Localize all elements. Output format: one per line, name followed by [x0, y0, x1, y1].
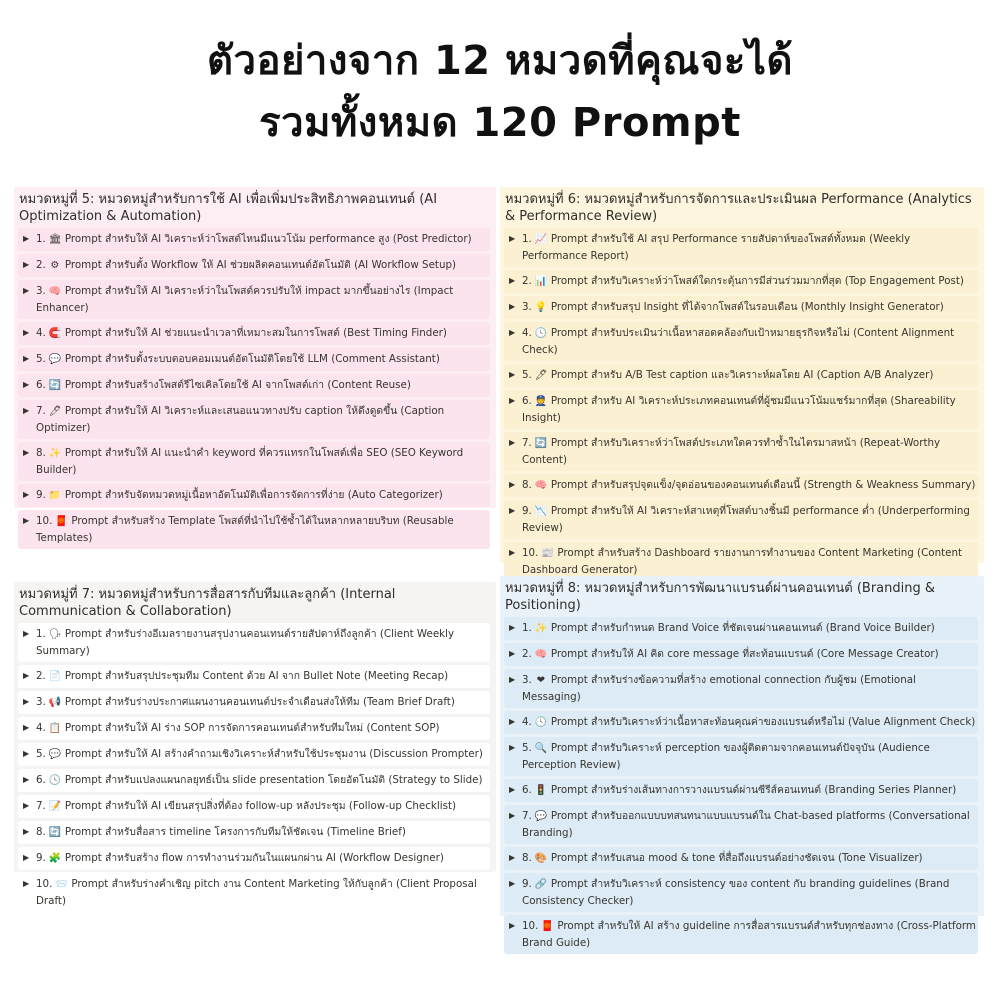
item-number: 6. — [36, 379, 46, 391]
item-emoji-icon: 📊 — [534, 276, 548, 287]
item-number: 5. — [522, 742, 532, 754]
item-number: 8. — [36, 447, 46, 459]
toggle-arrow-icon[interactable]: ▶ — [509, 234, 516, 243]
item-number: 4. — [36, 327, 46, 339]
toggle-arrow-icon[interactable]: ▶ — [23, 406, 30, 415]
toggle-arrow-icon[interactable]: ▶ — [23, 354, 30, 363]
item-emoji-icon: 🧠 — [534, 649, 548, 660]
item-number: 2. — [36, 259, 46, 271]
item-emoji-icon: 🏛 — [48, 234, 62, 245]
item-emoji-icon: ✨ — [534, 623, 548, 634]
prompt-toggle-item[interactable] — [504, 296, 978, 319]
item-emoji-icon: 🗣 — [48, 629, 62, 640]
toggle-arrow-icon[interactable]: ▶ — [23, 827, 30, 836]
category-5-panel — [14, 187, 496, 544]
toggle-arrow-icon[interactable]: ▶ — [23, 671, 30, 680]
toggle-arrow-icon[interactable]: ▶ — [509, 853, 516, 862]
toggle-arrow-icon[interactable]: ▶ — [509, 717, 516, 726]
item-emoji-icon: 💬 — [534, 811, 548, 822]
item-number: 10. — [36, 878, 53, 890]
prompt-toggle-item[interactable] — [18, 873, 490, 912]
item-text: Prompt สำหรับ AI วิเคราะห์ประเภทคอนเทนต์ที่ผู้ชมมีแนวโน้มแชร์มากที่สุด (Shareability Insight) — [522, 395, 956, 424]
item-text: Prompt สำหรับสื่อสาร timeline โครงการกับทีมให้ชัดเจน (Timeline Brief) — [64, 826, 406, 838]
item-emoji-icon: 🧠 — [534, 480, 548, 491]
item-text: Prompt สำหรับให้ AI สร้างคำถามเชิงวิเคราะห์สำหรับใช้ประชุมงาน (Discussion Prompter) — [64, 748, 483, 760]
item-text: Prompt สำหรับให้ AI คิด core message ที่สะท้อนแบรนด์ (Core Message Creator) — [550, 648, 939, 660]
prompt-toggle-item[interactable] — [504, 847, 978, 870]
item-text: Prompt สำหรับร่างข้อความที่สร้าง emotional connection กับผู้ชม (Emotional Messaging) — [522, 674, 916, 703]
item-number: 2. — [522, 648, 532, 660]
item-number: 10. — [36, 515, 53, 527]
prompt-toggle-item[interactable] — [504, 779, 978, 802]
item-emoji-icon: 🧩 — [48, 853, 62, 864]
item-text: Prompt สำหรับสร้าง Dashboard รายงานการทำงานของ Content Marketing (Content Dashboard Generator) — [522, 547, 963, 576]
prompt-toggle-item[interactable] — [18, 743, 490, 766]
toggle-arrow-icon[interactable]: ▶ — [509, 785, 516, 794]
prompt-toggle-item[interactable] — [504, 390, 978, 429]
item-text: Prompt สำหรับสรุป Insight ที่ได้จากโพสต์ในรอบเดือน (Monthly Insight Generator) — [550, 301, 944, 313]
item-number: 9. — [522, 505, 532, 517]
item-text: Prompt สำหรับสร้าง flow การทำงานร่วมกันในแผนกผ่าน AI (Workflow Designer) — [64, 852, 444, 864]
item-text: Prompt สำหรับวิเคราะห์ว่าเนื้อหาสะท้อนคุณค่าของแบรนด์หรือไม่ (Value Alignment Check) — [550, 716, 976, 728]
prompt-toggle-item[interactable] — [18, 322, 490, 345]
category-8-title: หมวดหมู่ที่ 8: หมวดหมู่สำหรับการพัฒนาแบรนด์ผ่านคอนเทนต์ (Branding & Positioning) — [505, 581, 935, 613]
item-number: 5. — [522, 369, 532, 381]
toggle-arrow-icon[interactable]: ▶ — [509, 548, 516, 557]
headline-line-2: รวมทั้งหมด 120 Prompt — [259, 100, 741, 146]
item-emoji-icon: 📰 — [541, 548, 554, 559]
prompt-toggle-item[interactable] — [504, 915, 978, 954]
item-number: 3. — [522, 301, 532, 313]
item-emoji-icon: 🎨 — [534, 853, 548, 864]
prompt-toggle-item[interactable] — [504, 364, 978, 387]
prompt-toggle-item[interactable] — [504, 737, 978, 776]
item-text: Prompt สำหรับร่างคำเชิญ pitch งาน Content Marketing ให้กับลูกค้า (Client Proposal Draft) — [36, 878, 477, 907]
category-8-list — [504, 617, 978, 954]
item-text: Prompt สำหรับให้ AI วิเคราะห์ว่าในโพสต์ควรปรับให้ impact มากขึ้นอย่างไร (Impact Enhancer) — [36, 285, 454, 314]
category-8-panel — [500, 576, 984, 949]
toggle-arrow-icon[interactable]: ▶ — [509, 506, 516, 515]
item-emoji-icon: 📈 — [534, 234, 548, 245]
toggle-arrow-icon[interactable]: ▶ — [23, 516, 30, 525]
toggle-arrow-icon[interactable]: ▶ — [509, 480, 516, 489]
item-emoji-icon: 🔍 — [534, 743, 548, 754]
toggle-arrow-icon[interactable]: ▶ — [509, 438, 516, 447]
item-number: 5. — [36, 748, 46, 760]
item-text: Prompt สำหรับให้ AI วิเคราะห์และเสนอแนวทางปรับ caption ให้ดึงดูดขึ้น (Caption Optimizer) — [36, 405, 445, 434]
prompt-toggle-item[interactable] — [18, 484, 490, 507]
prompt-toggle-item[interactable] — [504, 805, 978, 844]
prompt-toggle-item[interactable] — [504, 270, 978, 293]
item-number: 1. — [522, 622, 532, 634]
prompt-toggle-item[interactable] — [504, 432, 978, 471]
item-text: Prompt สำหรับออกแบบบทสนทนาแบบแบรนด์ใน Chat-based platforms (Conversational Branding) — [522, 810, 970, 839]
item-text: Prompt สำหรับวิเคราะห์ว่าโพสต์ประเภทใดควรทำซ้ำในไตรมาสหน้า (Repeat-Worthy Content) — [522, 437, 941, 466]
toggle-arrow-icon[interactable]: ▶ — [509, 743, 516, 752]
category-7-list — [18, 623, 490, 912]
prompt-toggle-item[interactable] — [18, 795, 490, 818]
toggle-arrow-icon[interactable]: ▶ — [23, 234, 30, 243]
item-text: Prompt สำหรับตั้ง Workflow ให้ AI ช่วยผลิตคอนเทนต์อัตโนมัติ (AI Workflow Setup) — [64, 259, 457, 271]
prompt-toggle-item[interactable] — [18, 442, 490, 481]
item-number: 5. — [36, 353, 46, 365]
item-number: 8. — [522, 852, 532, 864]
item-text: Prompt สำหรับให้ AI แนะนำคำ keyword ที่ควรแทรกในโพสต์เพื่อ SEO (SEO Keyword Builder) — [36, 447, 464, 476]
item-number: 7. — [36, 800, 46, 812]
item-number: 7. — [36, 405, 46, 417]
item-text: Prompt สำหรับ A/B Test caption และวิเคราะห์ผลโดย AI (Caption A/B Analyzer) — [550, 369, 934, 381]
item-text: Prompt สำหรับเสนอ mood & tone ที่สื่อถึงแบรนด์อย่างชัดเจน (Tone Visualizer) — [550, 852, 923, 864]
prompt-toggle-item[interactable] — [18, 691, 490, 714]
item-number: 3. — [522, 674, 532, 686]
toggle-arrow-icon[interactable]: ▶ — [509, 623, 516, 632]
prompt-toggle-item[interactable] — [18, 821, 490, 844]
item-emoji-icon: 🧠 — [48, 286, 62, 297]
item-text: Prompt สำหรับใช้ AI สรุป Performance รายสัปดาห์ของโพสต์ทั้งหมด (Weekly Performance Report) — [522, 233, 911, 262]
item-emoji-icon: 📁 — [48, 490, 62, 501]
prompt-toggle-item[interactable] — [504, 669, 978, 708]
prompt-toggle-item[interactable] — [18, 348, 490, 371]
prompt-toggle-item[interactable] — [18, 510, 490, 549]
toggle-arrow-icon[interactable]: ▶ — [23, 260, 30, 269]
toggle-arrow-icon[interactable]: ▶ — [23, 697, 30, 706]
item-number: 6. — [522, 784, 532, 796]
item-number: 4. — [36, 722, 46, 734]
item-emoji-icon: 🕓 — [534, 717, 548, 728]
item-number: 6. — [522, 395, 532, 407]
prompt-toggle-item[interactable] — [504, 474, 978, 497]
item-number: 8. — [36, 826, 46, 838]
item-number: 2. — [36, 670, 46, 682]
item-emoji-icon: 🧲 — [48, 328, 62, 339]
item-number: 10. — [522, 920, 539, 932]
toggle-arrow-icon[interactable]: ▶ — [509, 921, 516, 930]
item-text: Prompt สำหรับวิเคราะห์ consistency ของ content กับ branding guidelines (Brand Consistency Checker) — [522, 878, 950, 907]
item-emoji-icon: 💬 — [48, 354, 62, 365]
item-text: Prompt สำหรับให้ AI ช่วยแนะนำเวลาที่เหมาะสมในการโพสต์ (Best Timing Finder) — [64, 327, 447, 339]
toggle-arrow-icon[interactable]: ▶ — [23, 723, 30, 732]
item-text: Prompt สำหรับสรุปประชุมทีม Content ด้วย AI จาก Bullet Note (Meeting Recap) — [64, 670, 449, 682]
item-emoji-icon: 💡 — [534, 302, 548, 313]
item-number: 3. — [36, 696, 46, 708]
prompt-toggle-item[interactable] — [18, 665, 490, 688]
prompt-toggle-item[interactable] — [18, 228, 490, 251]
toggle-arrow-icon[interactable]: ▶ — [23, 328, 30, 337]
item-emoji-icon: ❤ — [536, 675, 546, 686]
item-emoji-icon: 👮 — [534, 396, 548, 407]
category-5-title: หมวดหมู่ที่ 5: หมวดหมู่สำหรับการใช้ AI เพื่อเพิ่มประสิทธิภาพคอนเทนต์ (AI Optimization & Automation) — [19, 192, 438, 224]
item-number: 10. — [522, 547, 539, 559]
item-text: Prompt สำหรับร่างประกาศแผนงานคอนเทนต์ประจำเดือนส่งให้ทีม (Team Brief Draft) — [64, 696, 455, 708]
item-text: Prompt สำหรับสร้าง Template โพสต์ที่นำไปใช้ซ้ำได้ในหลากหลายบริบท (Reusable Templates) — [36, 515, 454, 544]
toggle-arrow-icon[interactable]: ▶ — [23, 879, 30, 888]
item-number: 7. — [522, 437, 532, 449]
item-number: 7. — [522, 810, 532, 822]
toggle-arrow-icon[interactable]: ▶ — [509, 396, 516, 405]
item-number: 9. — [36, 852, 46, 864]
toggle-arrow-icon[interactable]: ▶ — [509, 879, 516, 888]
item-text: Prompt สำหรับร่างเส้นทางการวางแบรนด์ผ่านซีรีส์คอนเทนต์ (Branding Series Planner) — [550, 784, 957, 796]
item-emoji-icon: 📝 — [48, 801, 62, 812]
item-emoji-icon: 🚦 — [534, 785, 548, 796]
category-7-title: หมวดหมู่ที่ 7: หมวดหมู่สำหรับการสื่อสารกับทีมและลูกค้า (Internal Communication & Collaboration) — [19, 587, 396, 619]
category-6-title: หมวดหมู่ที่ 6: หมวดหมู่สำหรับการจัดการและประเมินผล Performance (Analytics & Performance Review) — [505, 192, 972, 224]
item-number: 4. — [522, 327, 532, 339]
item-emoji-icon: ⚙ — [50, 260, 60, 271]
toggle-arrow-icon[interactable]: ▶ — [23, 775, 30, 784]
toggle-arrow-icon[interactable]: ▶ — [23, 490, 30, 499]
item-emoji-icon: 🔄 — [534, 438, 548, 449]
item-text: Prompt สำหรับวิเคราะห์ perception ของผู้ติดตามจากคอนเทนต์ปัจจุบัน (Audience Perception Review) — [522, 742, 930, 771]
item-number: 1. — [36, 233, 46, 245]
item-number: 9. — [522, 878, 532, 890]
item-emoji-icon: 🕓 — [48, 775, 62, 786]
item-text: Prompt สำหรับกำหนด Brand Voice ที่ชัดเจนผ่านคอนเทนต์ (Brand Voice Builder) — [550, 622, 935, 634]
item-text: Prompt สำหรับวิเคราะห์ว่าโพสต์ใดกระตุ้นการมีส่วนร่วมมากที่สุด (Top Engagement Post) — [550, 275, 964, 287]
toggle-arrow-icon[interactable]: ▶ — [509, 675, 516, 684]
prompt-toggle-item[interactable] — [18, 400, 490, 439]
prompt-toggle-item[interactable] — [18, 280, 490, 319]
prompt-toggle-item[interactable] — [18, 717, 490, 740]
category-6-panel — [500, 187, 984, 576]
prompt-toggle-item[interactable] — [504, 711, 978, 734]
item-emoji-icon: 🧧 — [55, 516, 68, 527]
prompt-toggle-item[interactable] — [18, 254, 490, 277]
item-emoji-icon: 🔗 — [534, 879, 548, 890]
toggle-arrow-icon[interactable]: ▶ — [23, 853, 30, 862]
item-text: Prompt สำหรับให้ AI ร่าง SOP การจัดการคอนเทนต์สำหรับทีมใหม่ (Content SOP) — [64, 722, 440, 734]
category-6-list — [504, 228, 978, 581]
toggle-arrow-icon[interactable]: ▶ — [23, 749, 30, 758]
item-emoji-icon: 📋 — [48, 723, 62, 734]
prompt-toggle-item[interactable] — [504, 228, 978, 267]
item-emoji-icon: 🕓 — [534, 328, 548, 339]
toggle-arrow-icon[interactable]: ▶ — [509, 276, 516, 285]
item-text: Prompt สำหรับให้ AI วิเคราะห์ว่าโพสต์ไหนมีแนวโน้ม performance สูง (Post Predictor) — [64, 233, 472, 245]
item-emoji-icon: 🧧 — [541, 921, 554, 932]
item-number: 3. — [36, 285, 46, 297]
item-emoji-icon: 📄 — [48, 671, 62, 682]
toggle-arrow-icon[interactable]: ▶ — [23, 286, 30, 295]
item-emoji-icon: ✨ — [48, 448, 62, 459]
prompt-toggle-item[interactable] — [504, 322, 978, 361]
toggle-arrow-icon[interactable]: ▶ — [23, 380, 30, 389]
prompt-toggle-item[interactable] — [504, 643, 978, 666]
item-text: Prompt สำหรับแปลงแผนกลยุทธ์เป็น slide presentation โดยอัตโนมัติ (Strategy to Slide) — [64, 774, 483, 786]
item-number: 2. — [522, 275, 532, 287]
item-number: 6. — [36, 774, 46, 786]
item-emoji-icon: 🔄 — [48, 380, 62, 391]
item-emoji-icon: 💬 — [48, 749, 62, 760]
item-text: Prompt สำหรับตั้งระบบตอบคอมเมนต์อัตโนมัติโดยใช้ LLM (Comment Assistant) — [64, 353, 440, 365]
item-number: 9. — [36, 489, 46, 501]
item-text: Prompt สำหรับให้ AI เขียนสรุปสิ่งที่ต้อง follow-up หลังประชุม (Follow-up Checklist) — [64, 800, 457, 812]
prompt-toggle-item[interactable] — [504, 617, 978, 640]
toggle-arrow-icon[interactable]: ▶ — [509, 302, 516, 311]
headline-line-1: ตัวอย่างจาก 12 หมวดที่คุณจะได้ — [207, 38, 793, 84]
prompt-toggle-item[interactable] — [504, 873, 978, 912]
toggle-arrow-icon[interactable]: ▶ — [509, 328, 516, 337]
item-number: 8. — [522, 479, 532, 491]
toggle-arrow-icon[interactable]: ▶ — [509, 649, 516, 658]
item-text: Prompt สำหรับประเมินว่าเนื้อหาสอดคล้องกับเป้าหมายธุรกิจหรือไม่ (Content Alignment Check) — [522, 327, 955, 356]
category-7-panel — [14, 582, 496, 907]
item-text: Prompt สำหรับจัดหมวดหมู่เนื้อหาอัตโนมัติเพื่อการจัดการที่ง่าย (Auto Categorizer) — [64, 489, 443, 501]
item-emoji-icon: 🔄 — [48, 827, 62, 838]
item-number: 4. — [522, 716, 532, 728]
item-text: Prompt สำหรับสร้างโพสต์รีไซเคิลโดยใช้ AI จากโพสต์เก่า (Content Reuse) — [64, 379, 411, 391]
item-text: Prompt สำหรับร่างอีเมลรายงานสรุปงานคอนเทนต์รายสัปดาห์ถึงลูกค้า (Client Weekly Summary) — [36, 628, 455, 657]
prompt-toggle-item[interactable] — [18, 623, 490, 662]
toggle-arrow-icon[interactable]: ▶ — [23, 629, 30, 638]
item-emoji-icon: 📢 — [48, 697, 62, 708]
item-number: 1. — [36, 628, 46, 640]
item-emoji-icon: 🖊 — [534, 370, 548, 381]
item-text: Prompt สำหรับให้ AI วิเคราะห์สาเหตุที่โพสต์บางชิ้นมี performance ต่ำ (Underperforming Review) — [522, 505, 970, 534]
category-5-list — [18, 228, 490, 549]
item-emoji-icon: 📉 — [534, 506, 548, 517]
item-text: Prompt สำหรับสรุปจุดแข็ง/จุดอ่อนของคอนเทนต์เดือนนี้ (Strength & Weakness Summary) — [550, 479, 976, 491]
toggle-arrow-icon[interactable]: ▶ — [509, 811, 516, 820]
item-emoji-icon: 🖊 — [48, 406, 62, 417]
prompt-toggle-item[interactable] — [18, 769, 490, 792]
toggle-arrow-icon[interactable]: ▶ — [23, 801, 30, 810]
item-number: 1. — [522, 233, 532, 245]
prompt-toggle-item[interactable] — [18, 847, 490, 870]
prompt-toggle-item[interactable] — [504, 500, 978, 539]
item-emoji-icon: 📨 — [55, 879, 68, 890]
toggle-arrow-icon[interactable]: ▶ — [509, 370, 516, 379]
toggle-arrow-icon[interactable]: ▶ — [23, 448, 30, 457]
item-text: Prompt สำหรับให้ AI สร้าง guideline การสื่อสารแบรนด์สำหรับทุกช่องทาง (Cross-Platform Brand Guide) — [522, 920, 976, 949]
prompt-toggle-item[interactable] — [18, 374, 490, 397]
